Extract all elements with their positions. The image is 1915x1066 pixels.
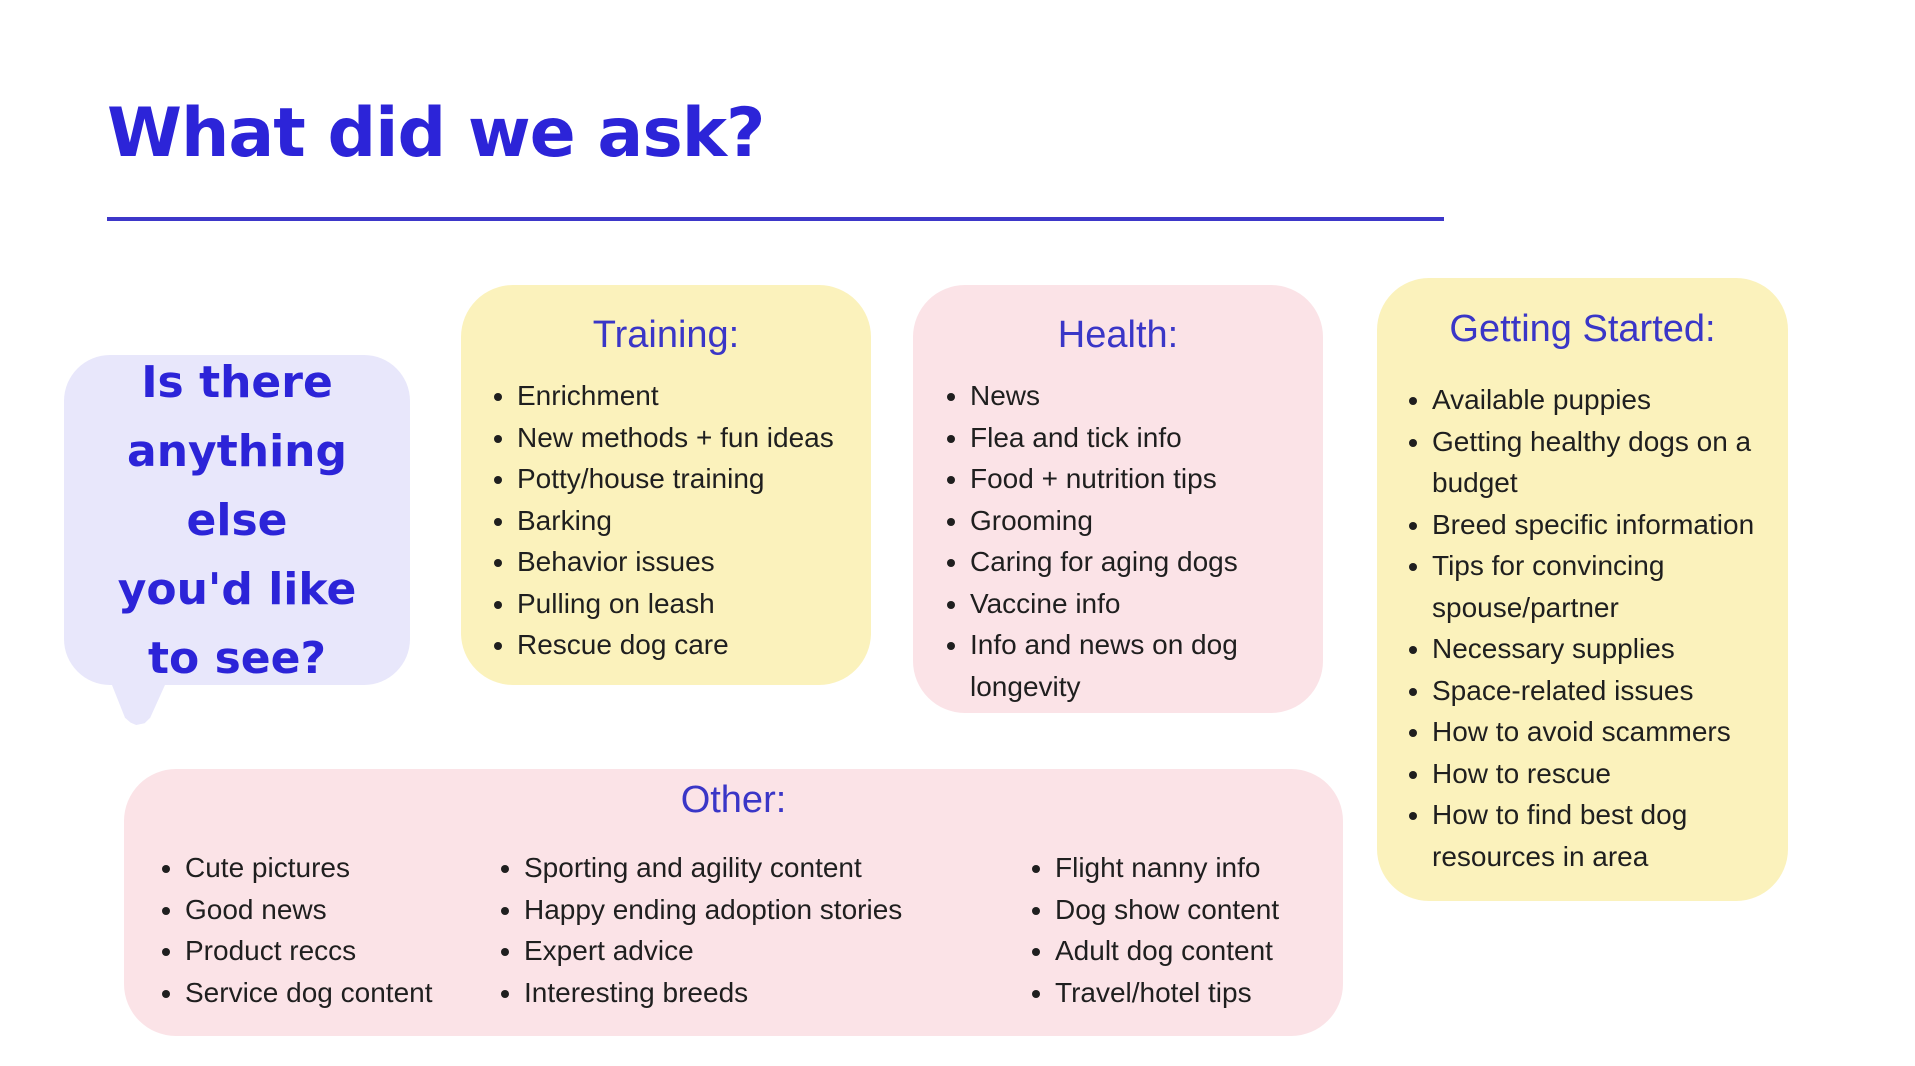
other-card <box>124 769 1343 1036</box>
list-item: Cute pictures <box>159 847 433 889</box>
health-list <box>944 375 1294 707</box>
bubble-line: Is there <box>141 356 333 408</box>
list-item: How to rescue <box>1406 753 1778 795</box>
other-column <box>498 847 902 1013</box>
list-item: How to avoid scammers <box>1406 711 1778 753</box>
bubble-line: to see? <box>148 632 326 684</box>
list-item: Rescue dog care <box>491 624 871 666</box>
title-divider <box>107 217 1444 221</box>
card-title: Training: <box>592 314 740 356</box>
speech-bubble <box>64 355 410 685</box>
list-item: Expert advice <box>498 930 902 972</box>
list-item: Info and news on dog longevity <box>944 624 1294 707</box>
list-item: Barking <box>491 500 871 542</box>
list-item: Caring for aging dogs <box>944 541 1294 583</box>
list-item: Product reccs <box>159 930 433 972</box>
list-item: Necessary supplies <box>1406 628 1778 670</box>
list-item: Potty/house training <box>491 458 871 500</box>
list-item: Sporting and agility content <box>498 847 902 889</box>
list-item: Vaccine info <box>944 583 1294 625</box>
card-title: Getting Started: <box>1449 308 1716 350</box>
list-item: Getting healthy dogs on a budget <box>1406 421 1778 504</box>
list-item: Breed specific information <box>1406 504 1778 546</box>
list-item: Tips for convincing spouse/partner <box>1406 545 1778 628</box>
getting-started-card <box>1377 278 1788 901</box>
training-list <box>491 375 871 666</box>
list-item: New methods + fun ideas <box>491 417 871 459</box>
card-title: Other: <box>680 779 787 821</box>
card-title: Health: <box>1057 314 1179 356</box>
list-item: Grooming <box>944 500 1294 542</box>
list-item: How to find best dog resources in area <box>1406 794 1778 877</box>
list-item: Food + nutrition tips <box>944 458 1294 500</box>
other-list <box>498 847 902 1013</box>
list-item: News <box>944 375 1294 417</box>
other-list <box>159 847 433 1013</box>
other-column <box>1029 847 1279 1013</box>
list-item: Dog show content <box>1029 889 1279 931</box>
other-column <box>159 847 433 1013</box>
list-item: Happy ending adoption stories <box>498 889 902 931</box>
getting-started-list <box>1406 379 1778 877</box>
list-item: Travel/hotel tips <box>1029 972 1279 1014</box>
training-card <box>461 285 871 685</box>
bubble-line: you'd like <box>117 563 357 615</box>
health-card <box>913 285 1323 713</box>
list-item: Flea and tick info <box>944 417 1294 459</box>
list-item: Available puppies <box>1406 379 1778 421</box>
list-item: Adult dog content <box>1029 930 1279 972</box>
speech-bubble-question <box>76 348 398 693</box>
other-list <box>1029 847 1279 1013</box>
bubble-line: anything else <box>127 425 347 546</box>
list-item: Interesting breeds <box>498 972 902 1014</box>
list-item: Pulling on leash <box>491 583 871 625</box>
list-item: Flight nanny info <box>1029 847 1279 889</box>
list-item: Enrichment <box>491 375 871 417</box>
list-item: Behavior issues <box>491 541 871 583</box>
slide-title: What did we ask? <box>107 94 765 173</box>
list-item: Space-related issues <box>1406 670 1778 712</box>
list-item: Service dog content <box>159 972 433 1014</box>
list-item: Good news <box>159 889 433 931</box>
